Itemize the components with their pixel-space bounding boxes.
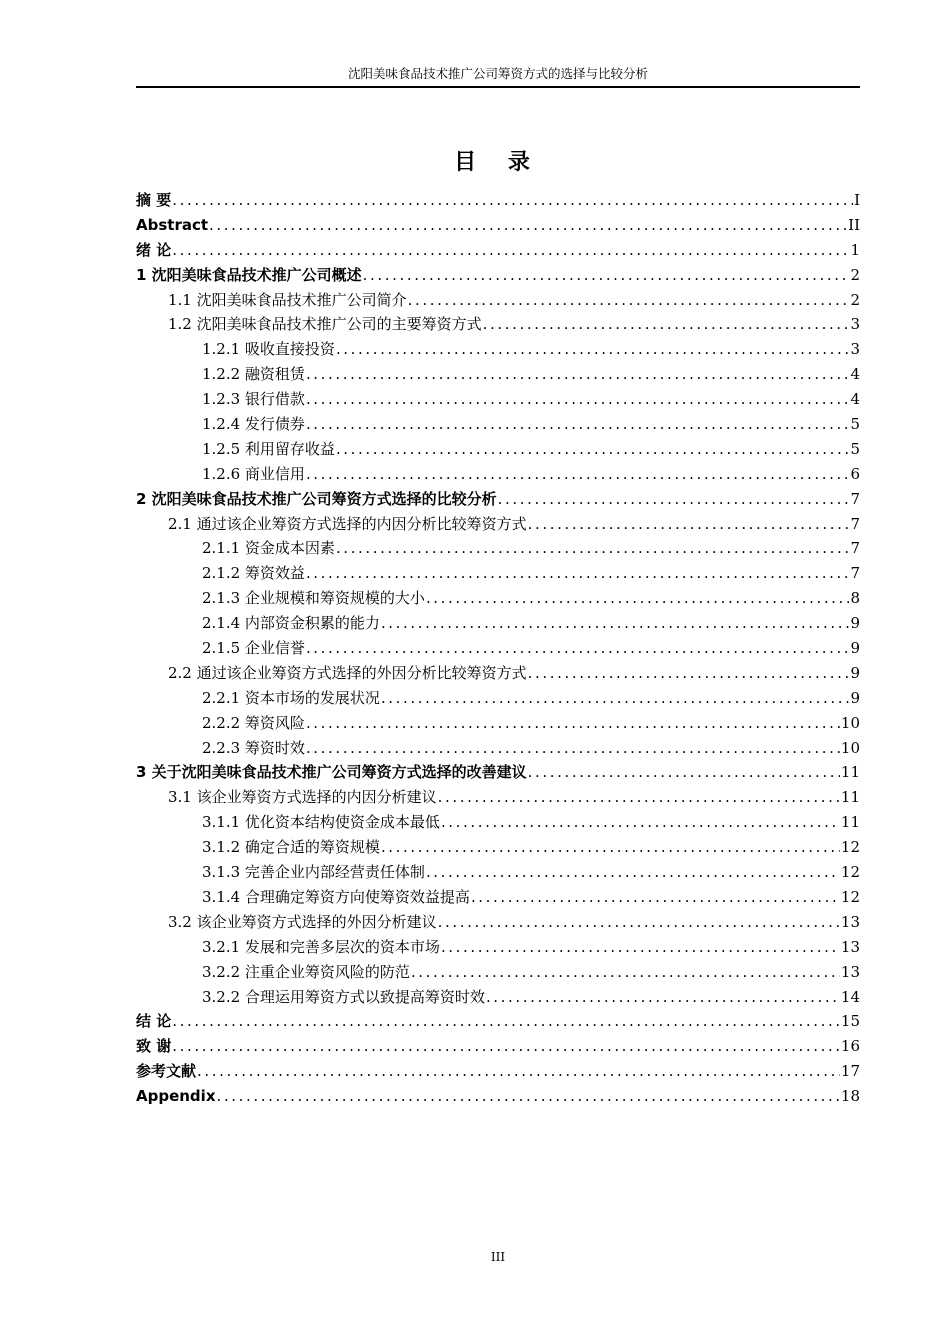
toc-entry-label: 2.2.1 资本市场的发展状况	[202, 688, 380, 707]
toc-entry-page: 12	[840, 863, 860, 882]
toc-entry[interactable]	[136, 885, 860, 910]
toc-entry[interactable]	[136, 910, 860, 935]
table-of-contents	[136, 188, 860, 1109]
dot-leader	[498, 487, 850, 512]
toc-entry-page: 11	[840, 788, 860, 807]
toc-entry-label: 1 沈阳美味食品技术推广公司概述	[136, 265, 362, 284]
toc-entry[interactable]	[136, 512, 860, 537]
toc-entry[interactable]	[136, 337, 860, 362]
toc-entry-label: Appendix	[136, 1087, 216, 1106]
dot-leader	[438, 785, 840, 810]
toc-entry-page: 12	[840, 838, 860, 857]
toc-entry[interactable]	[136, 760, 860, 785]
dot-leader	[306, 412, 850, 437]
toc-entry-page: 2	[850, 265, 860, 284]
toc-entry[interactable]	[136, 835, 860, 860]
toc-entry-page: 4	[850, 365, 860, 384]
toc-entry-label: 3.2 该企业筹资方式选择的外因分析建议	[168, 912, 437, 931]
toc-entry-label: 3.1.3 完善企业内部经营责任体制	[202, 863, 425, 882]
toc-entry-label: 结 论	[136, 1012, 172, 1031]
toc-entry-page: 3	[850, 315, 860, 334]
toc-entry[interactable]	[136, 437, 860, 462]
toc-entry-label: 2.1.3 企业规模和筹资规模的大小	[202, 589, 425, 608]
toc-entry-label: 绪 论	[136, 240, 172, 259]
toc-entry-label: 1.2.6 商业信用	[202, 464, 305, 483]
dot-leader	[336, 536, 850, 561]
toc-entry[interactable]	[136, 1084, 860, 1109]
toc-entry[interactable]	[136, 810, 860, 835]
toc-entry-label: 3.1.1 优化资本结构使资金成本最低	[202, 813, 440, 832]
dot-leader	[172, 1009, 840, 1034]
toc-entry-label: 2.1.5 企业信誉	[202, 639, 305, 658]
dot-leader	[306, 636, 850, 661]
toc-entry-page: 3	[850, 340, 860, 359]
dot-leader	[197, 1059, 840, 1084]
toc-entry[interactable]	[136, 263, 860, 288]
toc-entry[interactable]	[136, 487, 860, 512]
dot-leader	[336, 337, 850, 362]
toc-entry-page: 6	[850, 464, 860, 483]
dot-leader	[528, 512, 850, 537]
toc-entry-label: 1.2.2 融资租赁	[202, 365, 305, 384]
toc-entry[interactable]	[136, 661, 860, 686]
toc-entry-page: 10	[840, 738, 860, 757]
toc-entry[interactable]	[136, 1009, 860, 1034]
toc-entry[interactable]	[136, 686, 860, 711]
toc-entry-label: 1.2.4 发行债券	[202, 415, 305, 434]
toc-entry-page: 7	[850, 539, 860, 558]
dot-leader	[336, 437, 850, 462]
toc-title: 目 录	[454, 150, 542, 175]
dot-leader	[486, 985, 840, 1010]
toc-entry-page: 1	[850, 240, 860, 259]
toc-entry-label: 1.2.5 利用留存收益	[202, 439, 335, 458]
toc-entry-label: 摘 要	[136, 191, 172, 209]
toc-entry-label: 2.2 通过该企业筹资方式选择的外因分析比较筹资方式	[168, 663, 527, 682]
toc-entry[interactable]	[136, 1034, 860, 1059]
dot-leader	[306, 362, 850, 387]
toc-entry-page: 15	[840, 1012, 860, 1031]
dot-leader	[306, 387, 850, 412]
dot-leader	[426, 586, 850, 611]
toc-entry-page: 5	[850, 415, 860, 434]
toc-entry-label: 1.2.1 吸收直接投资	[202, 340, 335, 359]
toc-entry-label: 2.1.2 筹资效益	[202, 564, 305, 583]
toc-entry-label: 3.1 该企业筹资方式选择的内因分析建议	[168, 788, 437, 807]
toc-entry-page: 14	[840, 987, 860, 1006]
toc-entry-label: 3.2.1 发展和完善多层次的资本市场	[202, 937, 440, 956]
toc-entry-label: 1.2.3 银行借款	[202, 390, 305, 409]
dot-leader	[209, 213, 847, 238]
toc-entry-label: 2.1 通过该企业筹资方式选择的内因分析比较筹资方式	[168, 514, 527, 533]
toc-entry-page: 11	[840, 813, 860, 832]
toc-entry-label: 3 关于沈阳美味食品技术推广公司筹资方式选择的改善建议	[136, 763, 527, 782]
toc-entry-page: 2	[850, 290, 860, 309]
toc-entry[interactable]	[136, 412, 860, 437]
toc-entry-label: 2.2.3 筹资时效	[202, 738, 305, 757]
dot-leader	[381, 611, 850, 636]
dot-leader	[381, 835, 840, 860]
toc-entry[interactable]	[136, 586, 860, 611]
toc-entry-label: 1.2 沈阳美味食品技术推广公司的主要筹资方式	[168, 315, 482, 334]
dot-leader	[306, 462, 850, 487]
toc-entry[interactable]	[136, 561, 860, 586]
running-header: 沈阳美味食品技术推广公司筹资方式的选择与比较分析	[347, 66, 648, 81]
toc-entry[interactable]	[136, 985, 860, 1010]
dot-leader	[528, 760, 840, 785]
toc-entry-label: 3.1.4 合理确定筹资方向使筹资效益提高	[202, 887, 470, 906]
dot-leader	[528, 661, 850, 686]
toc-entry-label: 2.2.2 筹资风险	[202, 713, 305, 732]
toc-entry[interactable]	[136, 611, 860, 636]
toc-entry[interactable]	[136, 860, 860, 885]
toc-entry[interactable]	[136, 288, 860, 313]
toc-entry[interactable]	[136, 1059, 860, 1084]
toc-entry-page: 5	[850, 439, 860, 458]
toc-entry-page: 13	[840, 962, 860, 981]
toc-entry-page: 16	[840, 1037, 860, 1056]
toc-entry-page: 18	[840, 1087, 860, 1106]
toc-entry[interactable]	[136, 711, 860, 736]
toc-entry-page: 10	[840, 713, 860, 732]
toc-entry-page: 13	[840, 937, 860, 956]
toc-entry[interactable]	[136, 213, 860, 238]
toc-entry-page: I	[854, 191, 860, 209]
toc-entry[interactable]	[136, 462, 860, 487]
dot-leader	[441, 810, 840, 835]
toc-entry-label: 3.2.2 合理运用筹资方式以致提高筹资时效	[202, 987, 485, 1006]
toc-entry[interactable]	[136, 636, 860, 661]
dot-leader	[408, 288, 850, 313]
header-rule	[136, 86, 860, 88]
toc-entry-page: 9	[850, 688, 860, 707]
toc-entry[interactable]	[136, 736, 860, 761]
dot-leader	[381, 686, 850, 711]
toc-entry[interactable]	[136, 188, 860, 213]
dot-leader	[306, 736, 840, 761]
toc-entry-label: 3.2.2 注重企业筹资风险的防范	[202, 962, 410, 981]
toc-entry[interactable]	[136, 960, 860, 985]
toc-entry-label: 2.1.1 资金成本因素	[202, 539, 335, 558]
toc-entry[interactable]	[136, 536, 860, 561]
toc-entry-page: 7	[850, 564, 860, 583]
dot-leader	[172, 238, 849, 263]
toc-entry-page: 7	[850, 489, 860, 508]
toc-entry[interactable]	[136, 387, 860, 412]
toc-entry[interactable]	[136, 935, 860, 960]
toc-entry-label: 致 谢	[136, 1037, 172, 1056]
toc-entry-page: 9	[850, 663, 860, 682]
toc-entry-label: 3.1.2 确定合适的筹资规模	[202, 838, 380, 857]
dot-leader	[172, 1034, 840, 1059]
toc-entry[interactable]	[136, 312, 860, 337]
dot-leader	[426, 860, 840, 885]
toc-entry-page: 4	[850, 390, 860, 409]
page-number: III	[490, 1250, 506, 1264]
toc-entry-label: 1.1 沈阳美味食品技术推广公司简介	[168, 290, 407, 309]
dot-leader	[483, 312, 850, 337]
toc-entry-page: 9	[850, 614, 860, 633]
dot-leader	[306, 711, 840, 736]
dot-leader	[411, 960, 840, 985]
toc-entry-page: 7	[850, 514, 860, 533]
toc-entry-label: 2 沈阳美味食品技术推广公司筹资方式选择的比较分析	[136, 489, 497, 508]
toc-entry-page: 17	[840, 1062, 860, 1081]
toc-entry-page: 8	[850, 589, 860, 608]
toc-entry-page: II	[848, 215, 860, 234]
dot-leader	[172, 188, 853, 213]
toc-entry-label: 参考文献	[136, 1062, 197, 1081]
toc-entry-page: 12	[840, 887, 860, 906]
toc-entry-label: Abstract	[136, 215, 209, 234]
dot-leader	[217, 1084, 840, 1109]
toc-entry-label: 2.1.4 内部资金积累的能力	[202, 614, 380, 633]
dot-leader	[306, 561, 850, 586]
toc-entry-page: 13	[840, 912, 860, 931]
toc-entry-page: 11	[840, 763, 860, 782]
toc-entry[interactable]	[136, 362, 860, 387]
dot-leader	[363, 263, 850, 288]
dot-leader	[471, 885, 840, 910]
toc-entry[interactable]	[136, 785, 860, 810]
toc-entry-page: 9	[850, 639, 860, 658]
dot-leader	[441, 935, 840, 960]
toc-entry[interactable]	[136, 238, 860, 263]
dot-leader	[438, 910, 840, 935]
